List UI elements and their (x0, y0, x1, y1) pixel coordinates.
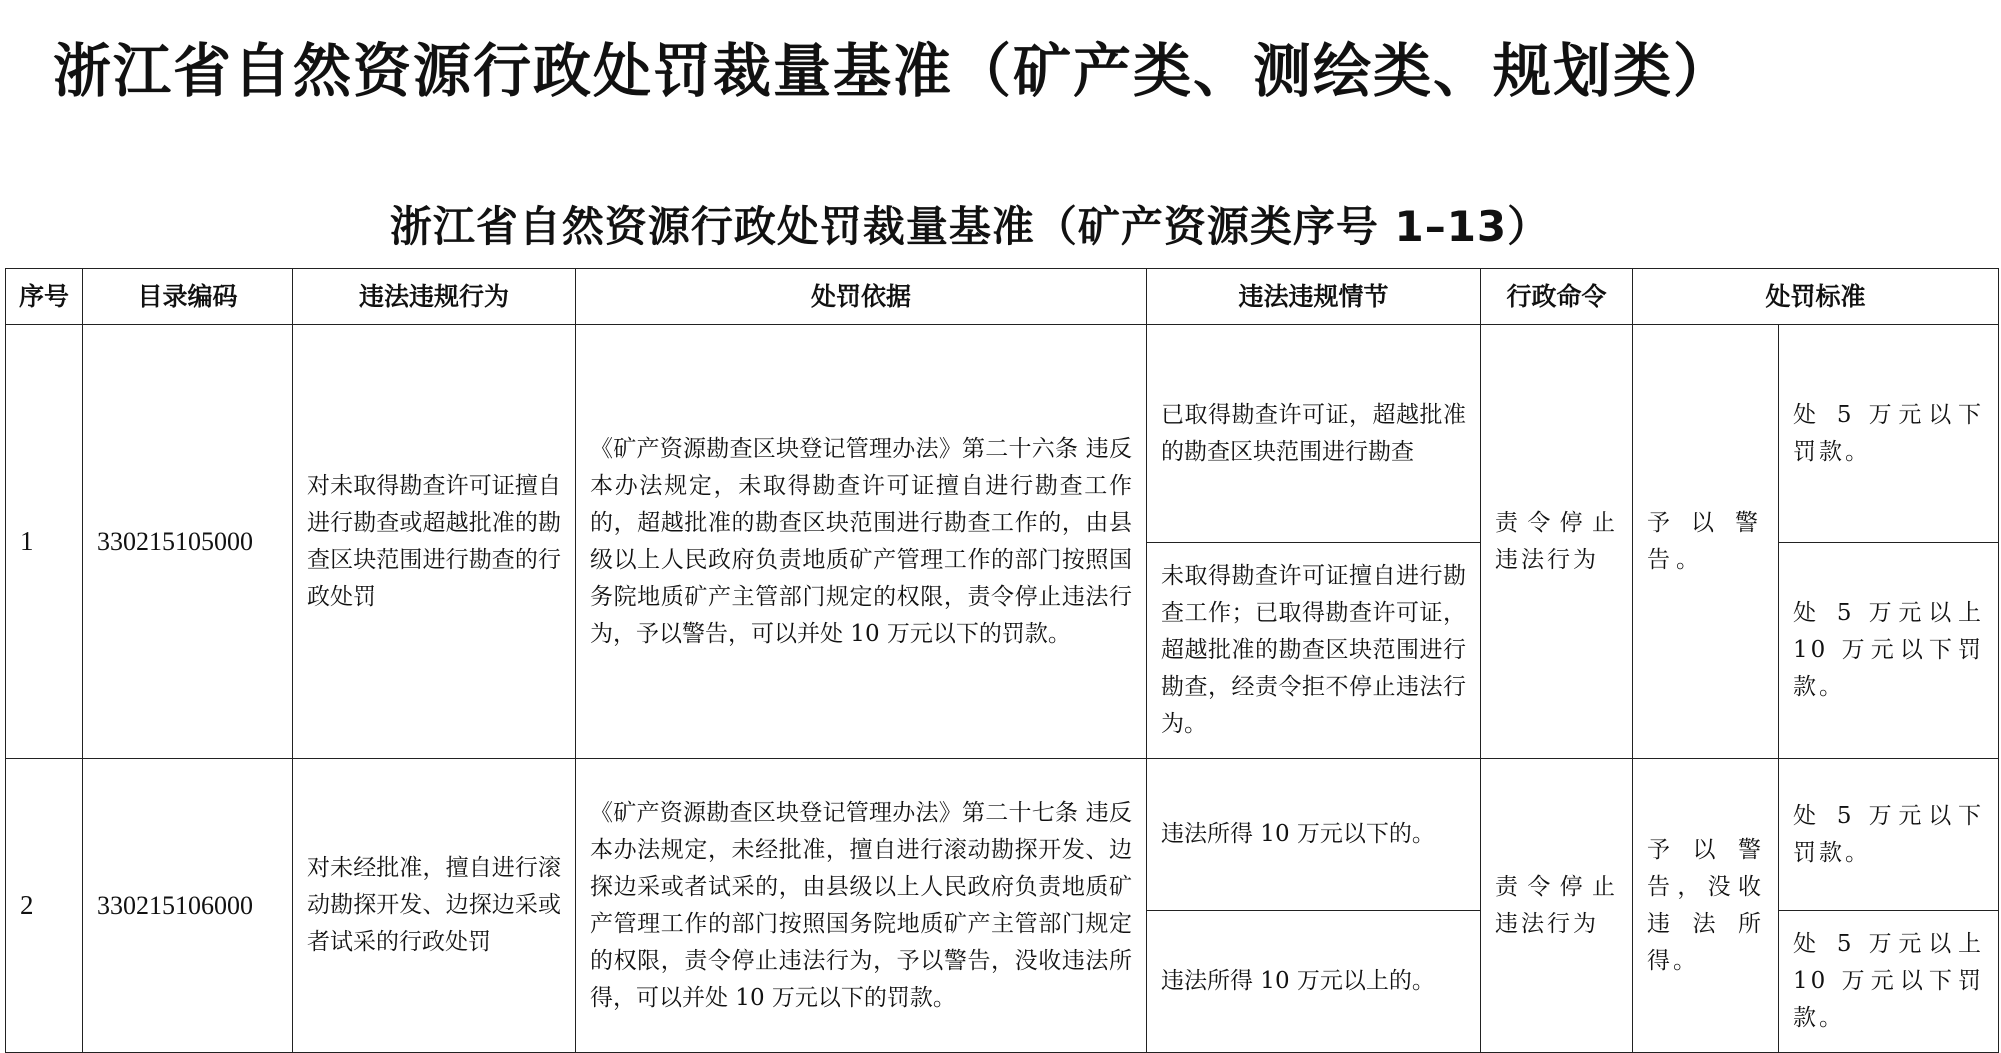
penalty-standard: 处 5 万元以下罚款。 (1779, 759, 1999, 911)
document-title: 浙江省自然资源行政处罚裁量基准（矿产类、测绘类、规划类） (52, 37, 1733, 105)
header-behavior: 违法违规行为 (293, 269, 576, 325)
penalty-type: 予以警告，没收违法所得。 (1633, 759, 1779, 1053)
header-no: 序号 (6, 269, 83, 325)
penalty-basis: 《矿产资源勘查区块登记管理办法》第二十六条 违反本办法规定，未取得勘查许可证擅自进行勘查工作的，超越批准的勘查区块范围进行勘查工作的，由县级以上人民政府负责地质矿产管理工作的部门按照国务院地质矿产主管部门规定的权限，责令停止违法行为，予以警告，可以并处 10 万元以下的罚款。 (576, 325, 1147, 759)
circumstance: 已取得勘查许可证，超越批准的勘查区块范围进行勘查 (1147, 325, 1481, 543)
header-code: 目录编码 (83, 269, 293, 325)
catalog-code: 330215106000 (83, 759, 293, 1053)
table-row (6, 759, 1999, 911)
circumstance: 违法所得 10 万元以上的。 (1147, 911, 1481, 1053)
violation-behavior: 对未经批准，擅自进行滚动勘探开发、边探边采或者试采的行政处罚 (293, 759, 576, 1053)
administrative-order: 责令停止违法行为 (1481, 759, 1633, 1053)
penalty-basis: 《矿产资源勘查区块登记管理办法》第二十七条 违反本办法规定，未经批准，擅自进行滚动勘探开发、边探边采或者试采的，由县级以上人民政府负责地质矿产管理工作的部门按照国务院地质矿产主管部门规定的权限，责令停止违法行为，予以警告，没收违法所得，可以并处 10 万元以下的罚款。 (576, 759, 1147, 1053)
table-title: 浙江省自然资源行政处罚裁量基准（矿产资源类序号 1–13） (389, 202, 1551, 251)
administrative-order: 责令停止违法行为 (1481, 325, 1633, 759)
penalty-standard: 处 5 万元以上 10 万元以下罚款。 (1779, 543, 1999, 759)
table-row (6, 325, 1999, 543)
header-basis: 处罚依据 (576, 269, 1147, 325)
row-number: 2 (6, 759, 83, 1053)
header-order: 行政命令 (1481, 269, 1633, 325)
circumstance: 违法所得 10 万元以下的。 (1147, 759, 1481, 911)
header-standard: 处罚标准 (1633, 269, 1999, 325)
catalog-code: 330215105000 (83, 325, 293, 759)
table-header-row (6, 269, 1999, 325)
row-number: 1 (6, 325, 83, 759)
penalty-type: 予以警告。 (1633, 325, 1779, 759)
penalty-table (5, 268, 1999, 1053)
penalty-standard: 处 5 万元以上 10 万元以下罚款。 (1779, 911, 1999, 1053)
circumstance: 未取得勘查许可证擅自进行勘查工作；已取得勘查许可证，超越批准的勘查区块范围进行勘查，经责令拒不停止违法行为。 (1147, 543, 1481, 759)
header-circumstances: 违法违规情节 (1147, 269, 1481, 325)
violation-behavior: 对未取得勘查许可证擅自进行勘查或超越批准的勘查区块范围进行勘查的行政处罚 (293, 325, 576, 759)
penalty-standard: 处 5 万元以下罚款。 (1779, 325, 1999, 543)
